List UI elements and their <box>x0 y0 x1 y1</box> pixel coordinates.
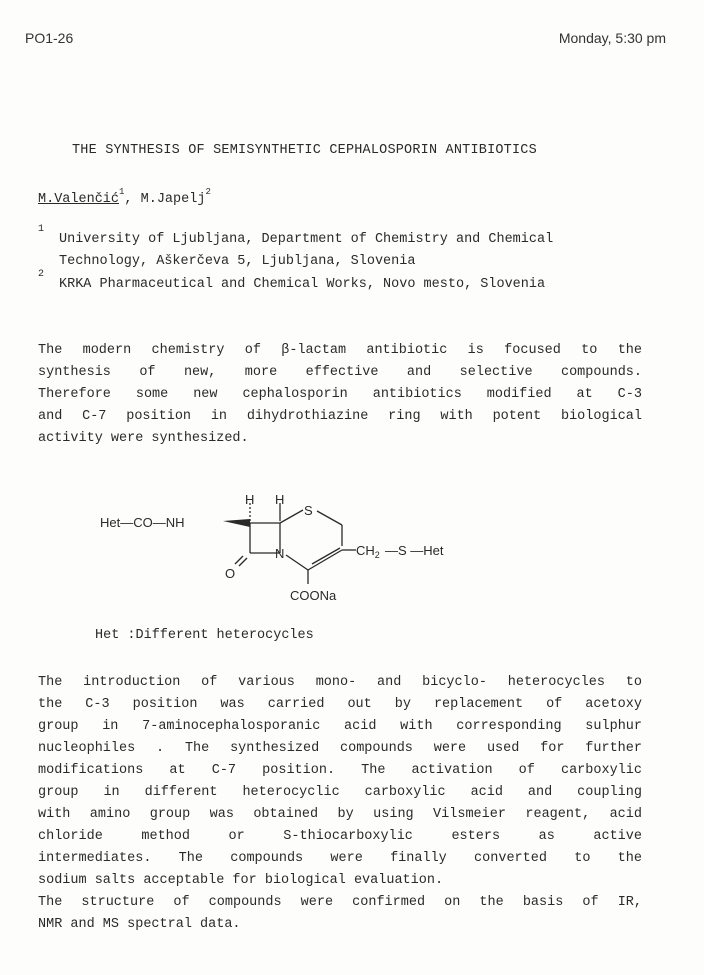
text-line: NMR and MS spectral data. <box>38 917 241 932</box>
figure-caption: Het :Different heterocycles <box>95 628 314 643</box>
text-line: The introduction of various mono- and bicyclo- heterocycles to <box>38 675 642 690</box>
cephalosporin-structure <box>100 488 500 608</box>
author-2: , M.Japelj <box>124 192 206 207</box>
text-line: The modern chemistry of β-lactam antibiotic is focused to the <box>38 343 642 358</box>
ch2-subscript: 2 <box>374 550 380 560</box>
oxygen-label: O <box>225 566 236 581</box>
nitrogen-label: N <box>275 546 285 561</box>
text-line: with amino group was obtained by using Vilsmeier reagent, acid <box>38 807 642 822</box>
text-line: the C-3 position was carried out by replacement of acetoxy <box>38 697 642 712</box>
text-line: group in different heterocyclic carboxylic acid and coupling <box>38 785 642 800</box>
text-line: group in 7-aminocephalosporanic acid with corresponding sulphur <box>38 719 642 734</box>
text-line: activity were synthesized. <box>38 431 249 446</box>
sulfur-label: S <box>304 503 313 518</box>
text-line: and C-7 position in dihydrothiazine ring with potent biological <box>38 409 642 424</box>
text-line: intermediates. The compounds were finally converted to the <box>38 851 642 866</box>
intro-paragraph <box>38 340 642 450</box>
affiliation-number: 1 <box>38 224 45 235</box>
text-line: Therefore some new cephalosporin antibiotics modified at C-3 <box>38 387 642 402</box>
ch2-label <box>356 543 380 560</box>
het-co-nh-label: Het—CO—NH <box>100 515 185 530</box>
affiliation-text: KRKA Pharmaceutical and Chemical Works, Novo mesto, Slovenia <box>59 277 546 292</box>
text-line: modifications at C-7 position. The activation of carboxylic <box>38 763 642 778</box>
body-paragraph <box>38 672 642 936</box>
affiliation-number: 2 <box>38 269 45 280</box>
ch2-main: CH <box>356 543 375 558</box>
hydrogen-label: H <box>275 492 285 507</box>
author-1: M.Valenčić <box>38 192 120 207</box>
session-time: Monday, 5:30 pm <box>558 30 666 46</box>
affiliation-text: Technology, Aškerčeva 5, Ljubljana, Slovenia <box>59 254 416 269</box>
page-code: PO1-26 <box>25 30 74 46</box>
text-line: nucleophiles . The synthesized compounds were used for further <box>38 741 642 756</box>
affiliation-text: University of Ljubljana, Department of Chemistry and Chemical <box>59 232 554 247</box>
text-line: chloride method or S-thiocarboxylic esters as active <box>38 829 642 844</box>
author-1-affil-mark: 1 <box>119 187 125 197</box>
author-line <box>38 187 211 207</box>
author-2-affil-mark: 2 <box>205 187 211 197</box>
text-line: sodium salts acceptable for biological evaluation. <box>38 873 444 888</box>
text-line: The structure of compounds were confirmed on the basis of IR, <box>38 895 642 910</box>
paper-title: THE SYNTHESIS OF SEMISYNTHETIC CEPHALOSPORIN ANTIBIOTICS <box>72 143 537 158</box>
text-line: synthesis of new, more effective and selective compounds. <box>38 365 642 380</box>
s-het-label: —S —Het <box>385 543 444 558</box>
hydrogen-label: H <box>245 492 255 507</box>
coona-label: COONa <box>290 588 337 603</box>
